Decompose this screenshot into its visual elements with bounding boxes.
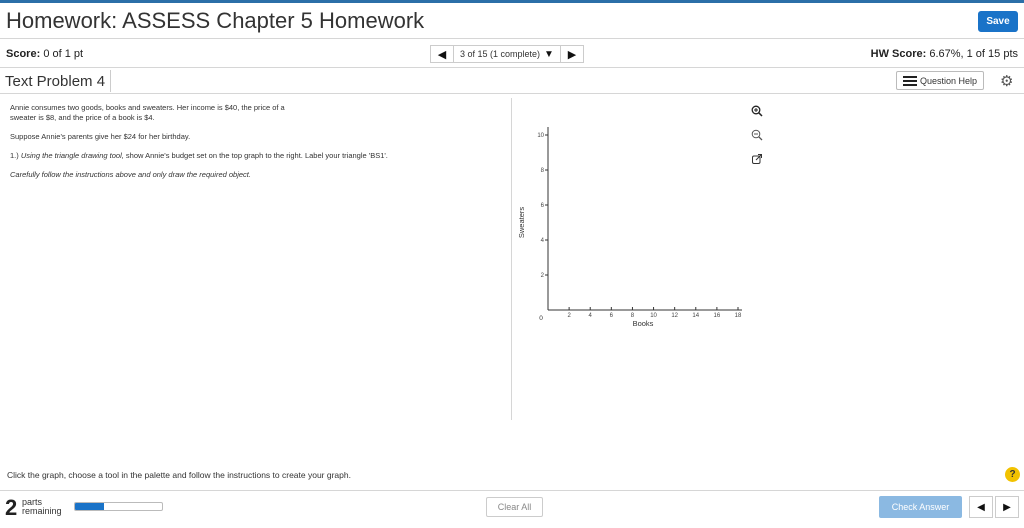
parts-progress-fill	[75, 503, 104, 510]
x-tick-label: 12	[671, 313, 679, 319]
gear-icon[interactable]: ⚙	[1000, 73, 1014, 90]
y-tick-label: 10	[537, 133, 544, 139]
y-tick-label: 8	[540, 168, 544, 174]
hw-score	[871, 48, 1018, 60]
next-question-button[interactable]: ▶	[560, 45, 584, 63]
question-help-button[interactable]	[896, 71, 984, 90]
graph-area[interactable]	[512, 98, 772, 420]
y-tick-label: 2	[540, 273, 544, 279]
page-title: Homework: ASSESS Chapter 5 Homework	[6, 8, 425, 33]
x-tick-label: 18	[734, 313, 742, 319]
parts-remaining-count: 2	[5, 495, 18, 520]
x-tick-label: 6	[609, 313, 614, 319]
top-accent-line	[0, 0, 1024, 3]
save-button[interactable]: Save	[978, 11, 1018, 32]
x-axis-label: Books	[632, 319, 654, 328]
hw-score-value: 6.67%, 1 of 15 pts	[929, 48, 1018, 60]
problem-bar	[0, 68, 1024, 94]
score-label: Score:	[6, 48, 41, 60]
question-select[interactable]	[454, 45, 560, 63]
parts-label-line1: parts	[22, 497, 43, 507]
question-position: 3 of 15 (1 complete)	[460, 49, 541, 59]
question-paragraph-4: Carefully follow the instructions above and only draw the required object.	[10, 170, 251, 179]
help-icon[interactable]: ?	[1005, 467, 1020, 482]
x-tick-label: 10	[650, 313, 657, 319]
parts-progress-bar	[74, 502, 163, 511]
dropdown-arrow-icon: ▼	[544, 48, 554, 60]
hw-score-label: HW Score:	[870, 48, 927, 60]
x-tick-label: 2	[567, 313, 571, 319]
footer-bar	[0, 490, 1024, 528]
x-tick-label: 16	[713, 313, 721, 319]
popout-icon[interactable]	[750, 152, 764, 166]
zoom-out-icon[interactable]	[750, 128, 764, 142]
score-value: 0 of 1 pt	[43, 48, 84, 60]
tool-instruction: Using the triangle drawing tool,	[20, 151, 124, 160]
score	[6, 48, 83, 60]
question-paragraph-1: Annie consumes two goods, books and sweaters. Her income is $40, the price of a sweater is $8, and the price of a book is $4.	[10, 103, 285, 122]
footer-previous-button[interactable]: ◀	[969, 496, 993, 518]
zoom-in-icon[interactable]	[750, 104, 764, 118]
check-answer-button[interactable]: Check Answer	[879, 496, 962, 518]
score-bar	[0, 38, 1024, 68]
question-paragraph-2: Suppose Annie's parents give her $24 for her birthday.	[10, 132, 191, 141]
y-tick-label: 6	[540, 203, 544, 209]
problem-title: Text Problem 4	[0, 70, 111, 92]
x-tick-label: 14	[692, 313, 700, 319]
clear-all-button[interactable]: Clear All	[486, 497, 543, 517]
question-navigator	[430, 45, 584, 63]
task-instruction: show Annie's budget set on the top graph to the right. Label your triangle 'BS1'.	[123, 151, 388, 160]
parts-label-line2: remaining	[22, 506, 62, 516]
part-number: 1.)	[10, 151, 21, 160]
y-tick-label: 4	[540, 238, 544, 244]
question-paragraph-3	[10, 151, 500, 161]
parts-remaining-label	[22, 498, 62, 516]
y-axis-label: Sweaters	[517, 206, 526, 239]
list-icon	[903, 76, 917, 86]
footer-next-button[interactable]: ▶	[995, 496, 1019, 518]
x-tick-label: 8	[630, 313, 635, 319]
question-text	[10, 103, 500, 189]
x-tick-label: 4	[588, 313, 592, 319]
graph-instruction: Click the graph, choose a tool in the palette and follow the instructions to create your graph.	[7, 470, 351, 480]
question-help-label: Question Help	[920, 75, 978, 86]
previous-question-button[interactable]: ◀	[430, 45, 454, 63]
origin-label: 0	[539, 315, 543, 322]
